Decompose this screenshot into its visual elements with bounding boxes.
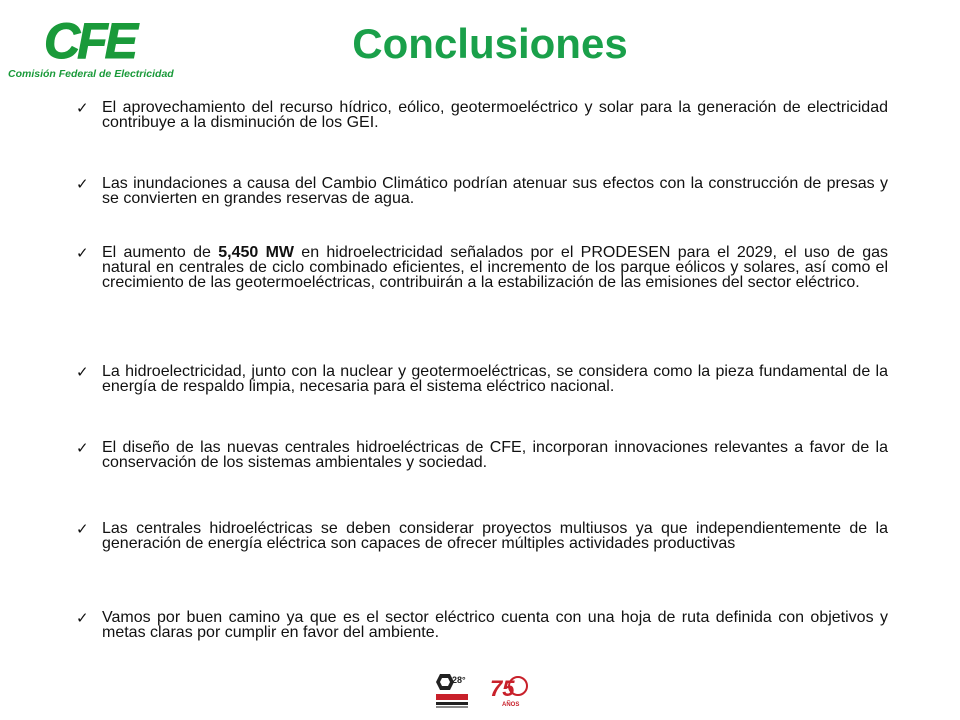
75-anos-logo: [488, 670, 528, 710]
bullet-text: El aprovechamiento del recurso hídrico, eólico, geotermoeléctrico y solar para la generación de electricidad contribuye a la disminución de los GEI.: [102, 99, 888, 131]
bullet-item: [76, 364, 888, 394]
check-icon: ✓: [76, 175, 89, 193]
bullet-item: [76, 100, 888, 130]
highlight-value: 5,450 MW: [218, 244, 294, 261]
75-text: 75: [490, 676, 515, 701]
check-icon: ✓: [76, 520, 89, 538]
bullet-text: Las centrales hidroeléctricas se deben considerar proyectos multiusos ya que independientemente de la generación de energía eléctrica son capaces de ofrecer múltiples actividades productivas: [102, 520, 888, 552]
check-icon: ✓: [76, 244, 89, 262]
bullet-item: [76, 521, 888, 551]
cfe-logo-mark: CFE: [44, 13, 135, 69]
check-icon: ✓: [76, 609, 89, 627]
anniversary-28-logo: [434, 672, 470, 710]
bullet-item: [76, 245, 888, 290]
anniversary-28-text: 28°: [452, 675, 466, 685]
check-icon: ✓: [76, 439, 89, 457]
check-icon: ✓: [76, 363, 89, 381]
bullet-text: El aumento de 5,450 MW en hidroelectricidad señalados por el PRODESEN para el 2029, el uso de gas natural en centrales de ciclo combinado eficientes, el incremento de los parque eólicos y solares, así como el crecimiento de las geotermoeléctricas, contribuirán a la estabilización de las emisiones del sector eléctrico.: [102, 244, 888, 291]
cfe-logo-subtitle: Comisión Federal de Electricidad: [8, 68, 174, 80]
check-icon: ✓: [76, 99, 89, 117]
bullet-text: El diseño de las nuevas centrales hidroeléctricas de CFE, incorporan innovaciones relevantes a favor de la conservación de los sistemas ambientales y sociedad.: [102, 439, 888, 471]
bullet-text: Las inundaciones a causa del Cambio Climático podrían atenuar sus efectos con la construcción de presas y se convierten en grandes reservas de agua.: [102, 175, 888, 207]
footer-logos: [434, 668, 534, 712]
bullet-text: La hidroelectricidad, junto con la nuclear y geotermoeléctricas, se considera como la pieza fundamental de la energía de respaldo limpia, necesaria para el sistema eléctrico nacional.: [102, 363, 888, 395]
bullet-item: [76, 440, 888, 470]
bullet-item: [76, 176, 888, 206]
bullet-item: [76, 610, 888, 640]
bullet-text: Vamos por buen camino ya que es el sector eléctrico cuenta con una hoja de ruta definida con objetivos y metas claras por cumplir en favor del ambiente.: [102, 609, 888, 641]
anos-caption: AÑOS: [502, 702, 520, 708]
slide-title: Conclusiones: [352, 20, 628, 67]
